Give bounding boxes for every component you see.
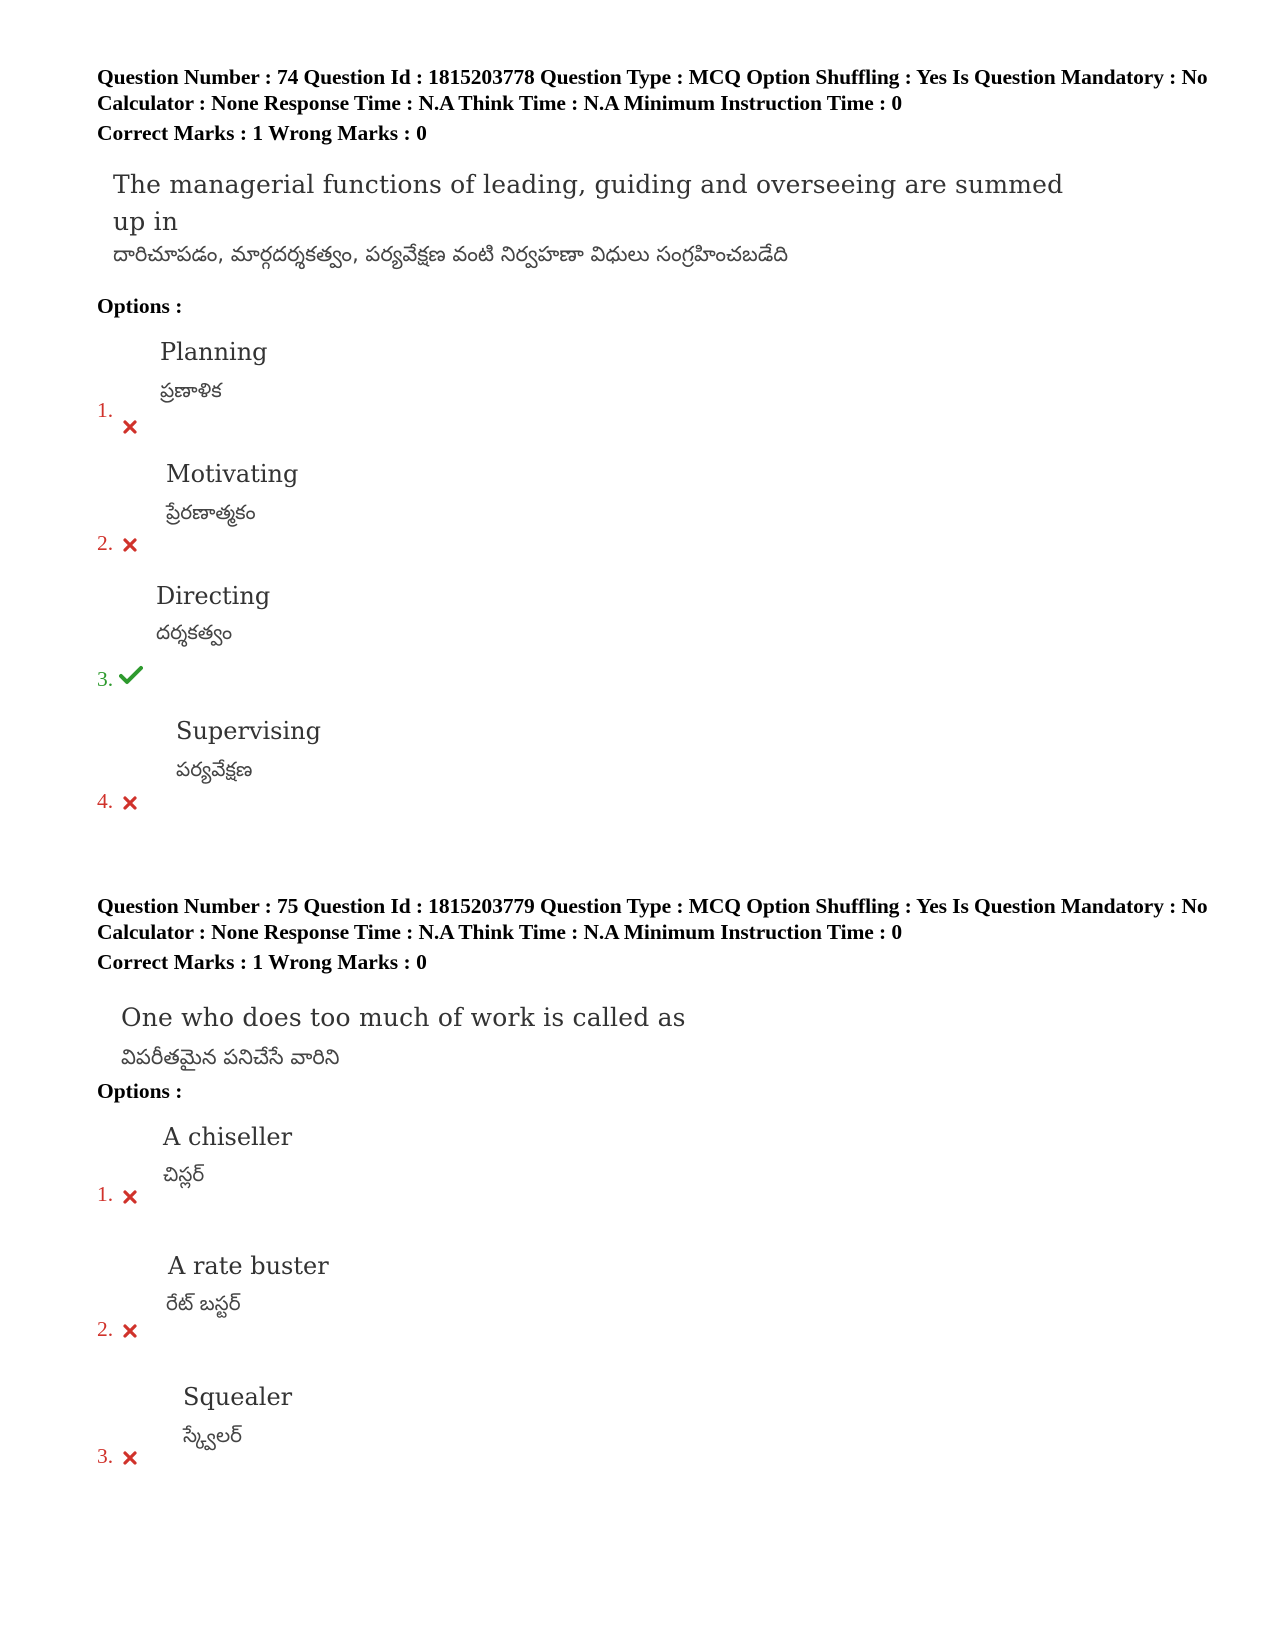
option-number: 3. xyxy=(97,667,114,691)
option-telugu: దర్శకత్వం xyxy=(156,620,233,644)
option-number: 1. xyxy=(97,398,114,422)
option-english: Planning xyxy=(160,338,268,366)
options-heading: Options : xyxy=(97,1079,183,1103)
cross-icon xyxy=(122,1189,138,1205)
check-icon xyxy=(119,665,143,685)
option-telugu: పర్యవేక్షణ xyxy=(176,757,253,781)
option-telugu: ప్రేరణాత్మకం xyxy=(166,500,256,524)
question-text-english: One who does too much of work is called as xyxy=(121,1003,686,1032)
cross-icon xyxy=(122,1323,138,1339)
cross-icon xyxy=(122,419,138,435)
option-english: Squealer xyxy=(183,1383,293,1411)
question-marks: Correct Marks : 1 Wrong Marks : 0 xyxy=(97,950,427,974)
option-number: 2. xyxy=(97,1317,114,1341)
option-number: 1. xyxy=(97,1182,114,1206)
option-english: Directing xyxy=(156,582,271,610)
question-text-telugu: విపరీతమైన పనిచేసే వారిని xyxy=(121,1045,340,1069)
option-number: 3. xyxy=(97,1444,114,1468)
cross-icon xyxy=(122,1450,138,1466)
question-meta: Question Number : 75 Question Id : 1815203779 Question Type : MCQ Option Shuffling : Yes Is Question Mandatory : No Calculator : None Response Time : N.A Think Time : N.A Minimum Instruction Time : 0 xyxy=(97,894,1208,944)
option-telugu: రేట్ బస్టర్ xyxy=(166,1291,241,1315)
option-english: Motivating xyxy=(166,460,299,488)
option-english: A chiseller xyxy=(163,1123,293,1151)
question-marks: Correct Marks : 1 Wrong Marks : 0 xyxy=(97,121,427,145)
option-number: 4. xyxy=(97,789,114,813)
option-telugu: చిస్లర్ xyxy=(163,1162,205,1186)
option-telugu: ప్రణాళిక xyxy=(160,378,222,402)
option-number: 2. xyxy=(97,531,114,555)
option-english: A rate buster xyxy=(168,1252,329,1280)
options-heading: Options : xyxy=(97,294,183,318)
question-meta: Question Number : 74 Question Id : 1815203778 Question Type : MCQ Option Shuffling : Yes Is Question Mandatory : No Calculator : None Response Time : N.A Think Time : N.A Minimum Instruction Time : 0 xyxy=(97,65,1208,115)
option-telugu: స్క్వేలర్ xyxy=(183,1423,242,1447)
question-text-english: The managerial functions of leading, guiding and overseeing are summed up in xyxy=(113,170,1064,236)
option-english: Supervising xyxy=(176,717,321,745)
cross-icon xyxy=(122,795,138,811)
cross-icon xyxy=(122,537,138,553)
question-text-telugu: దారిచూపడం, మార్గదర్శకత్వం, పర్యవేక్షణ వంటి నిర్వహణా విధులు సంగ్రహించబడేది xyxy=(113,242,789,266)
